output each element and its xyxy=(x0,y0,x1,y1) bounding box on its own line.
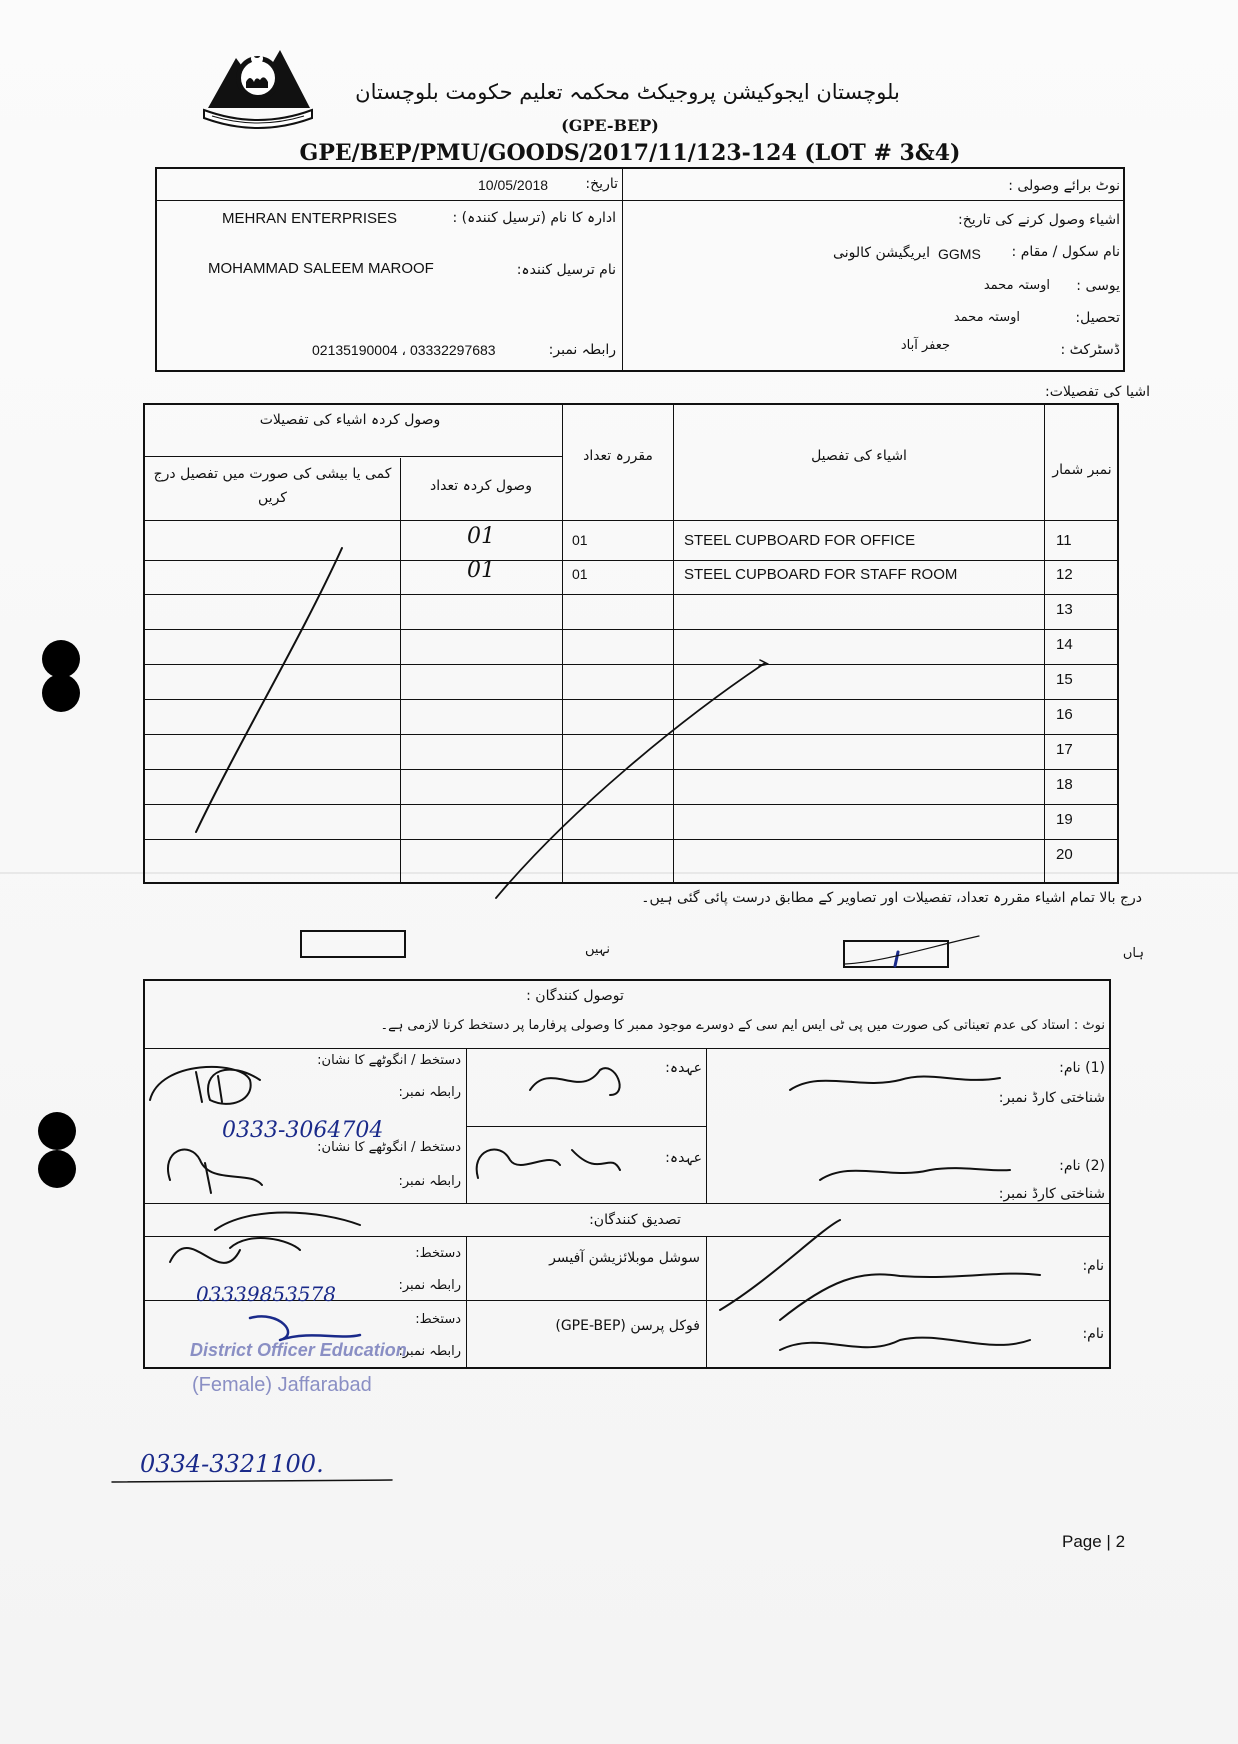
header-received-qty: وصول کردہ تعداد xyxy=(430,478,532,494)
designation1-label: عہدہ: xyxy=(665,1060,702,1076)
row-fixed-qty: 01 xyxy=(572,566,588,582)
row-serial: 15 xyxy=(1056,671,1073,688)
district-label: ڈسٹرکٹ : xyxy=(1060,342,1120,358)
cnic1-label: شناختی کارڈ نمبر: xyxy=(998,1090,1105,1106)
receivers-note: نوٹ : استاد کی عدم تعیناتی کی صورت میں پی ٹی ایس ایم سی کے دوسرے موجود ممبر کا وصولی پرفارما پر دستخط کرنا لازمی ہے۔ xyxy=(380,1018,1105,1033)
row-serial: 12 xyxy=(1056,566,1073,583)
tehsil-label: تحصیل: xyxy=(1075,310,1120,326)
school-value-en: GGMS xyxy=(938,246,981,262)
uc-label: یوسی : xyxy=(1076,278,1120,294)
reference-number: GPE/BEP/PMU/GOODS/2017/11/123-124 (LOT # 3&4) xyxy=(299,140,961,166)
row-received-qty: 01 xyxy=(467,524,495,549)
row-description: STEEL CUPBOARD FOR OFFICE xyxy=(684,532,916,549)
header-description: اشیاء کی تفصیل xyxy=(811,448,907,464)
supplier-value: MEHRAN ENTERPRISES xyxy=(222,210,398,227)
header-received-group: وصول کردہ اشیاء کی تفصیلات xyxy=(259,412,441,428)
receiver1-phone-handwritten: 0333-3064704 xyxy=(222,1118,384,1143)
row-serial: 18 xyxy=(1056,776,1073,793)
row-fixed-qty: 01 xyxy=(572,532,588,548)
cnic2-label: شناختی کارڈ نمبر: xyxy=(998,1186,1105,1202)
contact-value: 02135190004 ، 03332297683 xyxy=(312,342,496,358)
deliverer-label: نام ترسیل کنندہ: xyxy=(516,262,616,278)
verifier2-sign-label: دستخط: xyxy=(415,1312,461,1327)
row-serial: 13 xyxy=(1056,601,1073,618)
note-receipt-label: نوٹ برائے وصولی : xyxy=(1008,178,1120,194)
supplier-label: ادارہ کا نام (ترسیل کنندہ) : xyxy=(452,210,616,226)
contact2-label: رابطہ نمبر: xyxy=(398,1174,461,1189)
uc-value: اوستہ محمد xyxy=(983,278,1050,293)
verifier2-role: فوکل پرسن (GPE-BEP) xyxy=(555,1318,700,1334)
verifier1-sign-label: دستخط: xyxy=(415,1246,461,1261)
confirmation-statement: درج بالا تمام اشیاء مقررہ تعداد، تفصیلات اور تصاویر کے مطابق درست پائی گئی ہیں۔ xyxy=(641,890,1142,906)
contact1-label: رابطہ نمبر: xyxy=(398,1085,461,1100)
handwritten-phone: 0334-3321100. xyxy=(140,1450,324,1478)
district-value: جعفر آباد xyxy=(900,338,950,353)
receivers-title: توصول کنندگان : xyxy=(526,988,624,1004)
sign-thumb1-label: دستخط / انگوٹھے کا نشان: xyxy=(317,1053,461,1068)
verifier1-name-label: نام: xyxy=(1082,1258,1104,1274)
verifier2-name-label: نام: xyxy=(1082,1326,1104,1342)
tehsil-value: اوستہ محمد xyxy=(953,310,1020,325)
org-title-urdu: بلوچستان ایجوکیشن پروجیکٹ محکمہ تعلیم حکومت بلوچستان xyxy=(355,80,900,104)
deliverer-value: MOHAMMAD SALEEM MAROOF xyxy=(208,260,434,277)
school-value-urdu: ایریگیشن کالونی xyxy=(833,245,930,261)
verifier2-contact-label: رابطہ نمبر: xyxy=(398,1344,461,1359)
header-serial: نمبر شمار xyxy=(1052,462,1112,478)
row-serial: 19 xyxy=(1056,811,1073,828)
verifier1-role: سوشل موبلائزیشن آفیسر xyxy=(549,1250,700,1266)
designation2-label: عہدہ: xyxy=(665,1150,702,1166)
row-serial: 16 xyxy=(1056,706,1073,723)
sign-thumb2-label: دستخط / انگوٹھے کا نشان: xyxy=(317,1140,461,1155)
contact-label: رابطہ نمبر: xyxy=(548,342,616,358)
date-label: تاریخ: xyxy=(585,176,618,192)
row-received-qty: 01 xyxy=(467,558,495,583)
no-label: نہیں xyxy=(584,942,610,957)
row-serial: 11 xyxy=(1056,532,1072,549)
verifiers-title: تصدیق کنندگان: xyxy=(589,1212,681,1228)
name2-label: (2) نام: xyxy=(1059,1158,1105,1174)
stamp-line1: District Officer Education xyxy=(190,1340,407,1360)
header-fixed-qty: مقررہ تعداد xyxy=(583,448,653,464)
name1-label: (1) نام: xyxy=(1059,1060,1105,1076)
program-code: (GPE-BEP) xyxy=(561,116,659,135)
items-section-label: اشیا کی تفصیلات: xyxy=(1045,384,1150,400)
school-label: نام سکول / مقام : xyxy=(1011,244,1120,260)
date-value: 10/05/2018 xyxy=(478,177,549,193)
verifier1-contact-label: رابطہ نمبر: xyxy=(398,1278,461,1293)
row-serial: 14 xyxy=(1056,636,1073,653)
yes-label: ہاں xyxy=(1122,946,1144,961)
stamp-line2: (Female) Jaffarabad xyxy=(192,1374,372,1396)
page-number: Page | 2 xyxy=(1062,1532,1126,1551)
receipt-date-label: اشیاء وصول کرنے کی تاریخ: xyxy=(958,212,1120,228)
row-description: STEEL CUPBOARD FOR STAFF ROOM xyxy=(684,566,958,583)
row-serial: 17 xyxy=(1056,741,1073,758)
header-shortfall: کمی یا بیشی کی صورت میں تفصیل درج کریں xyxy=(153,466,392,506)
row-serial: 20 xyxy=(1056,846,1073,863)
verifier1-phone-handwritten: 03339853578 xyxy=(196,1282,336,1306)
